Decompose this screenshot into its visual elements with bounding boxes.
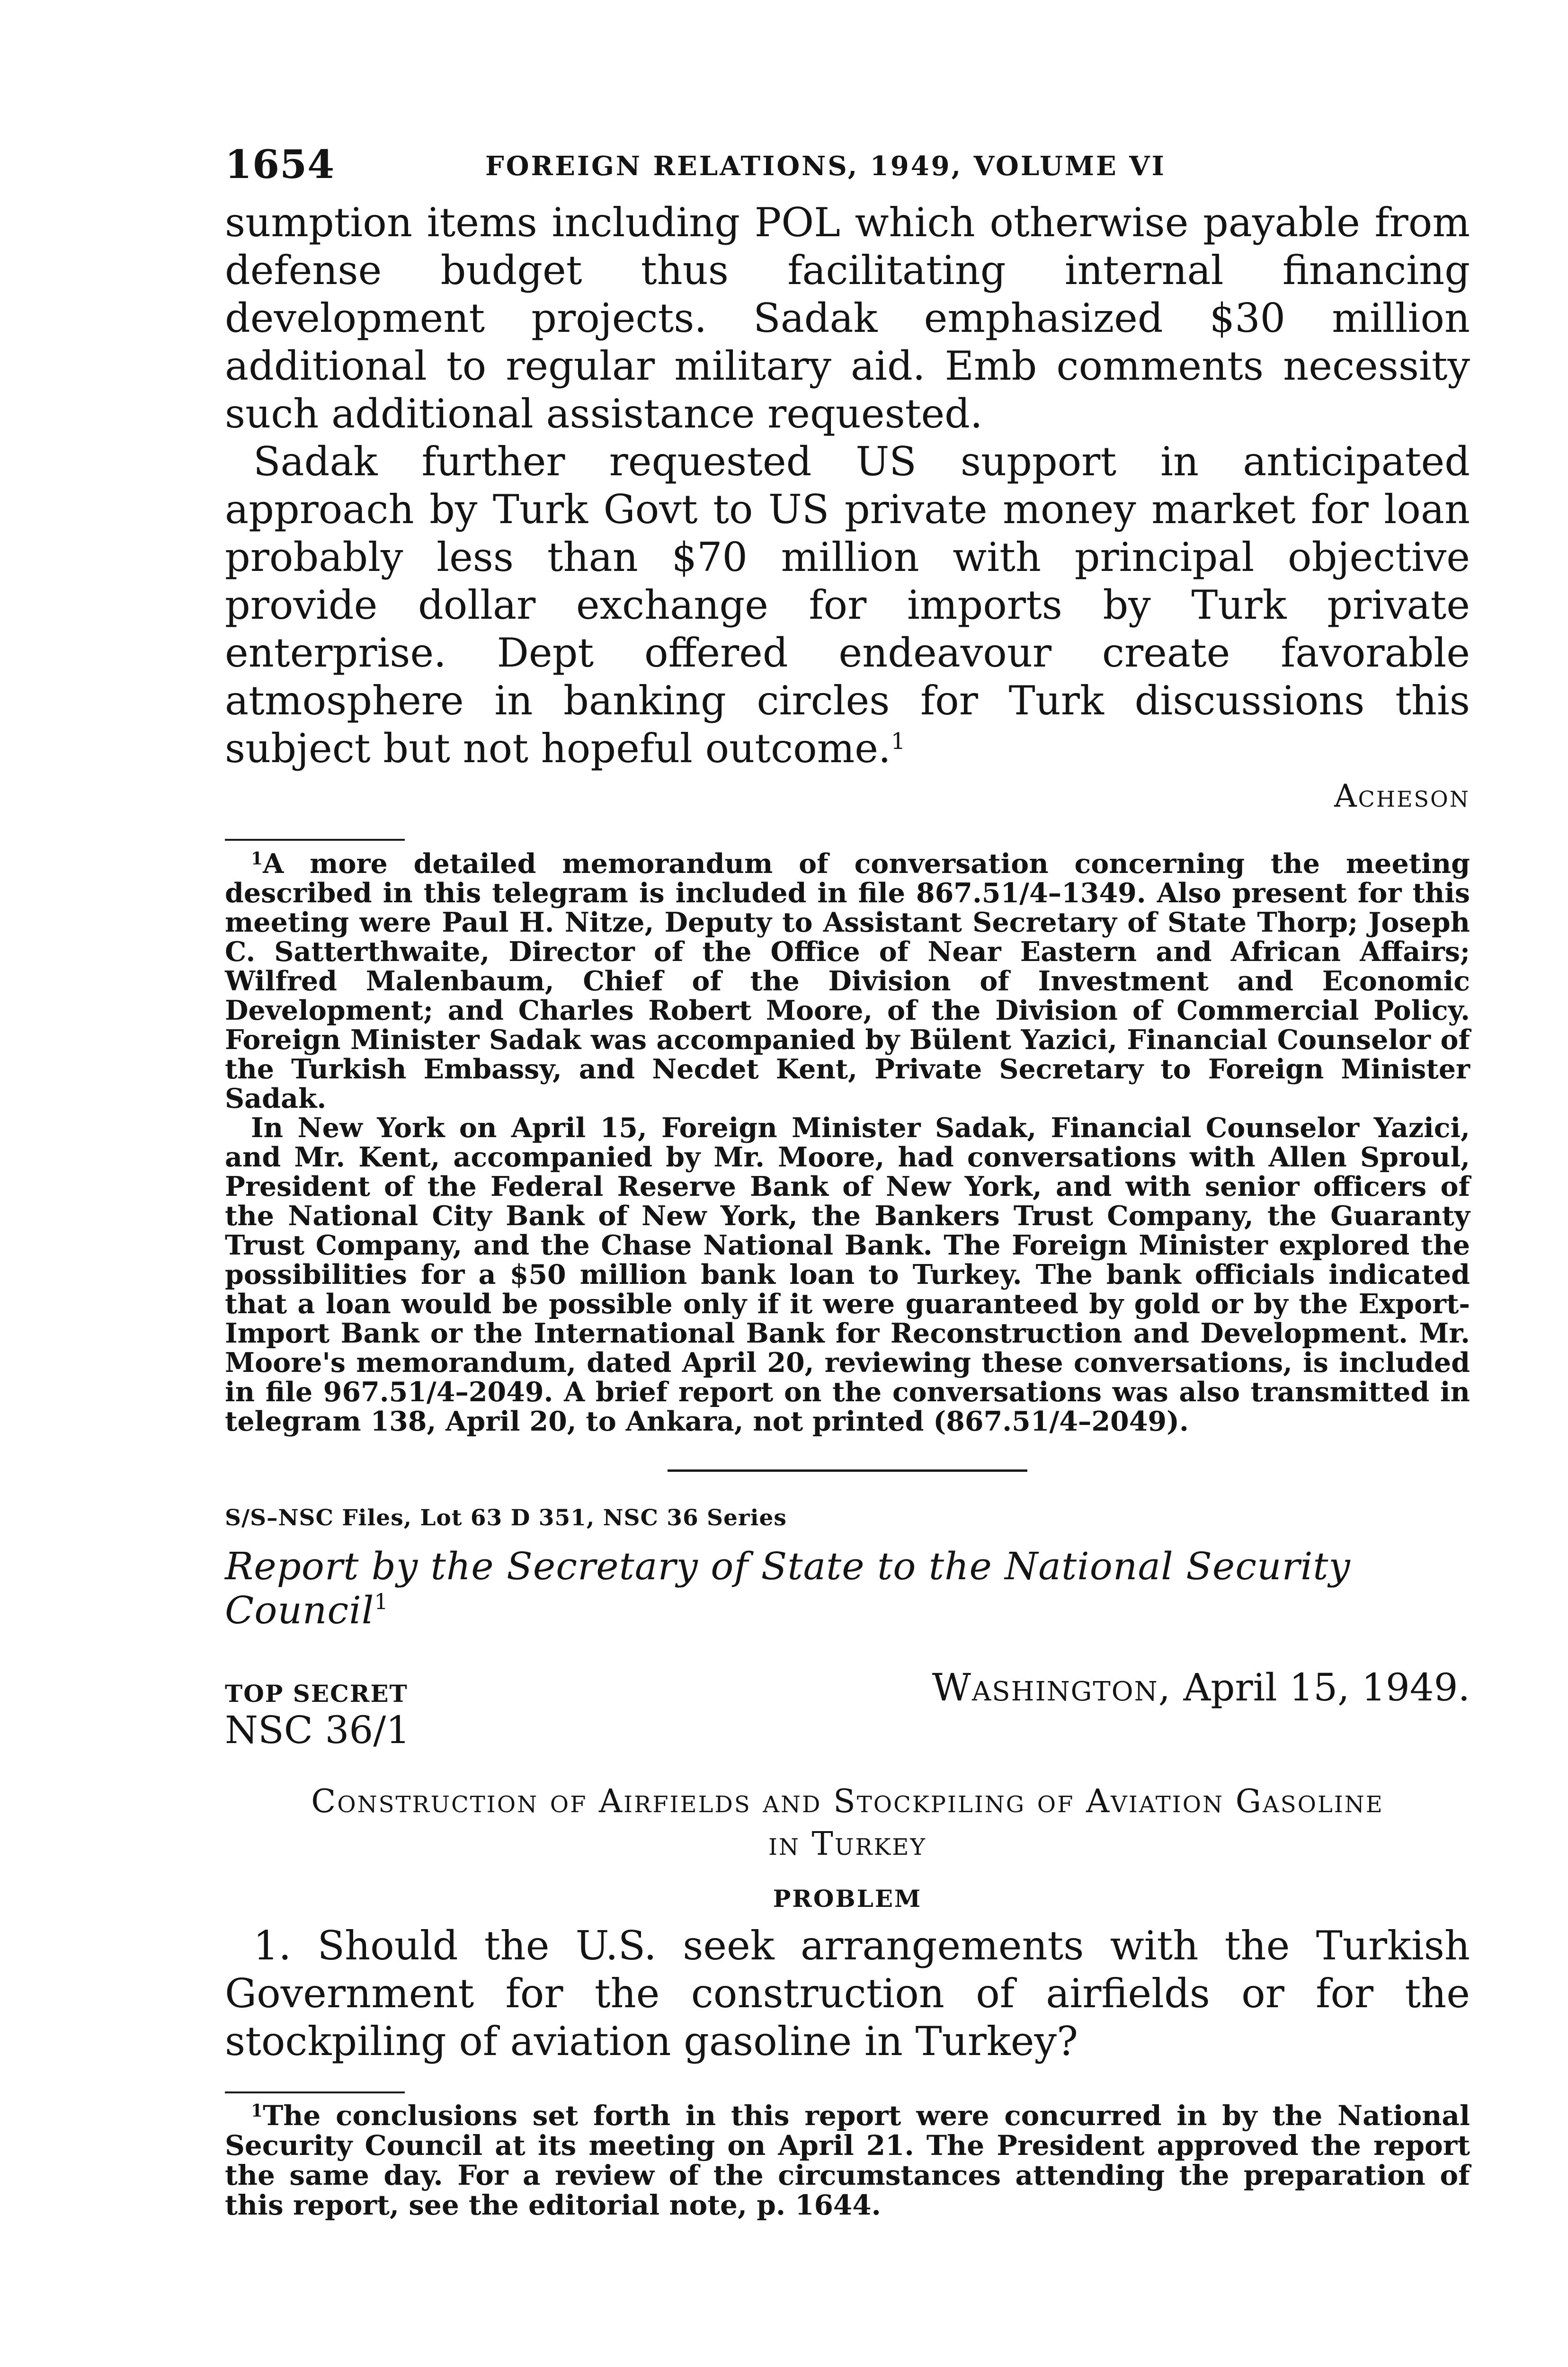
telegram-paragraph-text: Sadak further requested US support in anticipated approach by Turk Govt to US private money market for loan probably less than $70 million with principal objective provide dollar exchange for imports by Turk private enterprise. Dept offered endeavour create favorable atmosphere in banking circles for Turk discussions this subject but not hopeful outcome. bbox=[225, 438, 1470, 772]
book-page bbox=[225, 128, 1470, 2220]
document-meta bbox=[225, 1661, 1470, 1708]
dateline-place: Washington, bbox=[932, 1665, 1172, 1709]
footnote-text: The conclusions set forth in this report were concurred in by the National Security Council at its meeting on April 21. The President approved the report the same day. For a review of the circumstances attending the preparation of this report, see the editorial note, p. 1644. bbox=[225, 2100, 1470, 2221]
footnote-marker: 1 bbox=[251, 2101, 263, 2121]
signature: Acheson bbox=[1334, 778, 1470, 814]
footnote-marker: 1 bbox=[251, 849, 263, 869]
document-number: NSC 36/1 bbox=[225, 1708, 410, 1752]
footnote-text: In New York on April 15, Foreign Minister Sadak, Financial Counselor Yazici, and Mr. Kent, accompanied by Mr. Moore, had conversations with Allen Sproul, President of the Federal Reserve Bank of New York, and with senior officers of the National City Bank of New York, the Bankers Trust Company, the Guaranty Trust Company, and the Chase National Bank. The Foreign Minister explored the possibilities for a $50 million bank loan to Turkey. The bank officials indicated that a loan would be possible only if it were guaranteed by gold or by the Export-Import Bank or the International Bank for Reconstruction and Development. Mr. Moore's memorandum, dated April 20, reviewing these conversations, is included in file 967.51/4–2049. A brief report on the conversations was also transmitted in telegram 138, April 20, to Ankara, not printed (867.51/4–2049). bbox=[225, 1112, 1470, 1437]
dateline bbox=[932, 1665, 1470, 1709]
footnote bbox=[225, 1113, 1470, 1436]
footnote-text: A more detailed memorandum of conversation concerning the meeting described in this telegram is included in file 867.51/4–1349. Also present for this meeting were Paul H. Nitze, Deputy to Assistant Secretary of State Thorp; Joseph C. Satterthwaite, Director of the Office of Near Eastern and African Affairs; Wilfred Malenbaum, Chief of the Division of Investment and Economic Development; and Charles Robert Moore, of the Division of Commercial Policy. Foreign Minister Sadak was accompanied by Bülent Yazici, Financial Counselor of the Turkish Embassy, and Necdet Kent, Private Secretary to Foreign Minister Sadak. bbox=[225, 848, 1470, 1114]
telegram-paragraph bbox=[225, 438, 1470, 773]
footnote-reference: 1 bbox=[891, 728, 906, 755]
section-heading: PROBLEM bbox=[773, 1885, 922, 1913]
running-head: FOREIGN RELATIONS, 1949, VOLUME VI bbox=[485, 151, 1166, 182]
footnote-divider bbox=[225, 2091, 405, 2093]
document-title-text: Report by the Secretary of State to the National Security Council bbox=[225, 1544, 1351, 1632]
classification-label: TOP SECRET bbox=[225, 1680, 408, 1708]
footnote bbox=[225, 2101, 1470, 2220]
page-header bbox=[225, 128, 1470, 199]
page-number: 1654 bbox=[225, 142, 335, 187]
footnote-reference: 1 bbox=[374, 1589, 389, 1614]
subject-heading-continued: in Turkey bbox=[768, 1825, 927, 1863]
document-title bbox=[225, 1544, 1470, 1632]
section-divider bbox=[668, 1469, 1027, 1472]
source-citation: S/S–NSC Files, Lot 63 D 351, NSC 36 Series bbox=[225, 1505, 787, 1531]
telegram-paragraph bbox=[225, 199, 1470, 438]
footnote bbox=[225, 849, 1470, 1113]
telegram-paragraph-text: sumption items including POL which otherwise payable from defense budget thus facilitating internal financing development projects. Sadak emphasized $30 million additional to regular military aid. Emb comments necessity such additional assistance requested. bbox=[225, 199, 1470, 437]
subject-heading: Construction of Airfields and Stockpiling of Aviation Gasoline bbox=[311, 1783, 1384, 1820]
dateline-date: April 15, 1949. bbox=[1183, 1665, 1470, 1709]
telegram-body bbox=[225, 199, 1470, 773]
footnote-divider bbox=[225, 839, 405, 841]
problem-question: 1. Should the U.S. seek arrangements with the Turkish Government for the construction of airfields or for the stockpiling of aviation gasoline in Turkey? bbox=[225, 1922, 1470, 2064]
